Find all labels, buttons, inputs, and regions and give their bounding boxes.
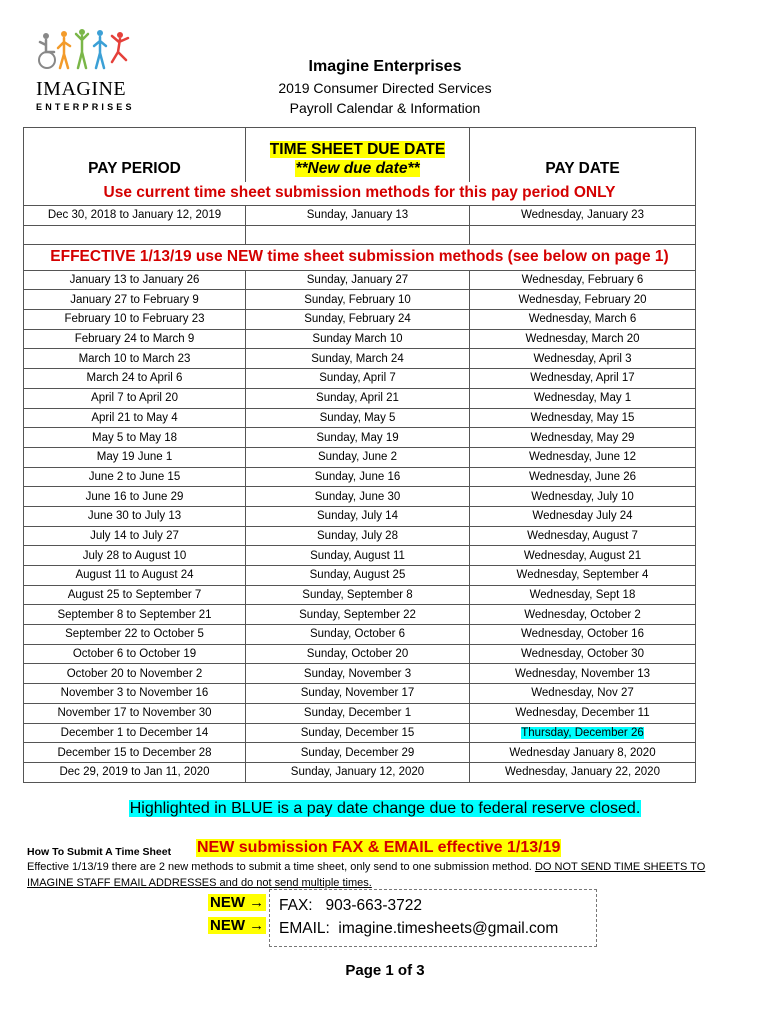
table-row: [24, 684, 696, 704]
pay-date-cell: Wednesday, May 15: [470, 408, 696, 428]
new-label: NEW: [210, 917, 245, 934]
table-row: [24, 566, 696, 586]
pay-period-cell: February 24 to March 9: [24, 329, 246, 349]
header-pay-date: PAY DATE: [470, 128, 696, 182]
pay-period-cell: October 20 to November 2: [24, 664, 246, 684]
due-date-cell: Sunday, June 16: [246, 467, 470, 487]
due-date-cell: Sunday, July 14: [246, 506, 470, 526]
pay-date-cell: Wednesday, November 13: [470, 664, 696, 684]
pay-date-cell: Wednesday, February 20: [470, 290, 696, 310]
pay-period-cell: August 11 to August 24: [24, 566, 246, 586]
pay-date-cell: Wednesday, September 4: [470, 566, 696, 586]
due-date-cell: Sunday, September 8: [246, 585, 470, 605]
pay-date-cell: Wednesday, June 12: [470, 447, 696, 467]
effective-text: Effective 1/13/19 there are 2 new methods to submit a time sheet, only send to one submission method.: [27, 861, 532, 873]
due-date-cell: Sunday, August 25: [246, 566, 470, 586]
table-row: [24, 329, 696, 349]
due-date-cell: Sunday March 10: [246, 329, 470, 349]
do-not-send-text-2: IMAGINE STAFF EMAIL ADDRESSES and do not send multiple times.: [27, 877, 372, 889]
effective-banner: EFFECTIVE 1/13/19 use NEW time sheet submission methods (see below on page 1): [24, 244, 696, 270]
pay-date-cell: Wednesday, August 7: [470, 526, 696, 546]
email-address[interactable]: EMAIL: imagine.timesheets@gmail.com: [279, 920, 559, 937]
due-date-cell: Sunday, July 28: [246, 526, 470, 546]
pay-period-cell: January 13 to January 26: [24, 270, 246, 290]
table-row: [24, 585, 696, 605]
pay-period-cell: December 1 to December 14: [24, 723, 246, 743]
pay-date-cell: Wednesday, April 17: [470, 369, 696, 389]
table-row: [24, 310, 696, 330]
pay-date-cell: Wednesday, Sept 18: [470, 585, 696, 605]
table-row: [24, 743, 696, 763]
pay-date-cell: Wednesday, April 3: [470, 349, 696, 369]
table-row: [24, 762, 696, 782]
pay-period-cell: July 14 to July 27: [24, 526, 246, 546]
table-row: [24, 206, 696, 226]
pay-period-cell: June 2 to June 15: [24, 467, 246, 487]
logo-name: IMAGINE: [36, 78, 127, 100]
pay-period-cell: November 17 to November 30: [24, 703, 246, 723]
table-row: [24, 487, 696, 507]
table-row: [24, 290, 696, 310]
table-row: [24, 703, 696, 723]
due-date-cell: Sunday, December 15: [246, 723, 470, 743]
pay-date-cell: [470, 723, 696, 743]
pay-period-cell: November 3 to November 16: [24, 684, 246, 704]
due-date-cell: Sunday, June 30: [246, 487, 470, 507]
table-row: [24, 270, 696, 290]
due-date-cell: Sunday, April 7: [246, 369, 470, 389]
pay-date-cell: Wednesday, Nov 27: [470, 684, 696, 704]
pay-date-cell: Wednesday, March 20: [470, 329, 696, 349]
pay-period-cell: Dec 29, 2019 to Jan 11, 2020: [24, 762, 246, 782]
blank-cell: [24, 225, 246, 244]
pay-period-cell: March 24 to April 6: [24, 369, 246, 389]
effective-instructions: [27, 861, 747, 873]
do-not-send-text: DO NOT SEND TIME SHEETS TO: [534, 861, 706, 873]
header-pay-period: PAY PERIOD: [24, 128, 246, 182]
due-date-cell: Sunday, June 2: [246, 447, 470, 467]
how-to-submit-label: How To Submit A Time Sheet: [27, 846, 172, 858]
blank-cell: [470, 225, 696, 244]
fax-number[interactable]: FAX: 903-663-3722: [279, 897, 423, 914]
pay-date-cell: Wednesday, August 21: [470, 546, 696, 566]
pay-date-cell: Wednesday, October 2: [470, 605, 696, 625]
page-subtitle: 2019 Consumer Directed Services: [278, 80, 492, 96]
pay-date-cell: Wednesday, October 30: [470, 644, 696, 664]
payroll-calendar-table: [23, 127, 696, 783]
pay-date-cell: Wednesday, February 6: [470, 270, 696, 290]
pay-period-cell: December 15 to December 28: [24, 743, 246, 763]
pay-date-cell: Wednesday, July 10: [470, 487, 696, 507]
blue-highlight-note-text: Highlighted in BLUE is a pay date change due to federal reserve closed.: [129, 800, 641, 817]
blue-highlight-note: [0, 800, 770, 818]
current-methods-banner-row: [24, 182, 696, 206]
pay-period-cell: January 27 to February 9: [24, 290, 246, 310]
pay-period-cell: July 28 to August 10: [24, 546, 246, 566]
table-header-row: [24, 128, 696, 182]
pay-date-cell: Wednesday, June 26: [470, 467, 696, 487]
table-row: [24, 723, 696, 743]
table-row: [24, 369, 696, 389]
header-due-line2: **New due date**: [295, 159, 420, 177]
pay-period-cell: April 21 to May 4: [24, 408, 246, 428]
table-row: [24, 644, 696, 664]
due-date-cell: Sunday, May 5: [246, 408, 470, 428]
pay-date-cell: Wednesday, December 11: [470, 703, 696, 723]
table-row: [24, 546, 696, 566]
table-row: [24, 506, 696, 526]
pay-period-cell: August 25 to September 7: [24, 585, 246, 605]
due-date-cell: Sunday, December 29: [246, 743, 470, 763]
right-arrow-icon: →: [249, 917, 265, 934]
due-date-cell: Sunday, March 24: [246, 349, 470, 369]
pay-period-cell: May 5 to May 18: [24, 428, 246, 448]
pay-period-cell: February 10 to February 23: [24, 310, 246, 330]
due-date-cell: Sunday, October 6: [246, 625, 470, 645]
pay-period-cell: September 8 to September 21: [24, 605, 246, 625]
due-date-cell: Sunday, August 11: [246, 546, 470, 566]
table-row: [24, 447, 696, 467]
right-arrow-icon: →: [249, 894, 265, 911]
pay-period-cell: May 19 June 1: [24, 447, 246, 467]
current-methods-banner: Use current time sheet submission methods for this pay period ONLY: [24, 182, 696, 206]
due-date-cell: Sunday, December 1: [246, 703, 470, 723]
pay-date-cell: Wednesday January 8, 2020: [470, 743, 696, 763]
table-row: [24, 625, 696, 645]
pay-date-cell: Wednesday, January 23: [470, 206, 696, 226]
table-row: [24, 664, 696, 684]
pay-period-cell: June 30 to July 13: [24, 506, 246, 526]
due-date-cell: Sunday, May 19: [246, 428, 470, 448]
pay-period-cell: March 10 to March 23: [24, 349, 246, 369]
page-subtitle-2: Payroll Calendar & Information: [289, 100, 481, 116]
pay-date-cell: Wednesday, October 16: [470, 625, 696, 645]
due-date-cell: Sunday, January 12, 2020: [246, 762, 470, 782]
header-due-line1: TIME SHEET DUE DATE: [269, 140, 446, 158]
new-tag-email: [208, 917, 266, 934]
table-row: [24, 349, 696, 369]
pay-date-cell: Wednesday, May 1: [470, 388, 696, 408]
new-tag-fax: [208, 894, 266, 911]
pay-period-cell: October 6 to October 19: [24, 644, 246, 664]
pay-date-cell: Wednesday, January 22, 2020: [470, 762, 696, 782]
table-row: [24, 467, 696, 487]
page-number: Page 1 of 3: [345, 962, 425, 979]
new-label: NEW: [210, 894, 245, 911]
pay-date-cell: Wednesday, March 6: [470, 310, 696, 330]
table-row: [24, 408, 696, 428]
pay-period-cell: April 7 to April 20: [24, 388, 246, 408]
pay-period-cell: September 22 to October 5: [24, 625, 246, 645]
due-date-cell: Sunday, February 24: [246, 310, 470, 330]
due-date-cell: Sunday, November 3: [246, 664, 470, 684]
due-date-cell: Sunday, January 27: [246, 270, 470, 290]
due-date-cell: Sunday, February 10: [246, 290, 470, 310]
page-title: Imagine Enterprises: [308, 58, 462, 75]
due-date-cell: Sunday, January 13: [246, 206, 470, 226]
pay-date-cell: Wednesday, May 29: [470, 428, 696, 448]
blank-cell: [246, 225, 470, 244]
new-submission-heading: NEW submission FAX & EMAIL effective 1/13/19: [197, 839, 561, 856]
effective-banner-row: [24, 244, 696, 270]
table-row: [24, 526, 696, 546]
due-date-cell: Sunday, April 21: [246, 388, 470, 408]
header-time-sheet-due-date: [246, 128, 470, 182]
highlighted-pay-date: Thursday, December 26: [521, 726, 644, 739]
pay-date-cell: Wednesday July 24: [470, 506, 696, 526]
due-date-cell: Sunday, September 22: [246, 605, 470, 625]
pay-period-cell: Dec 30, 2018 to January 12, 2019: [24, 206, 246, 226]
due-date-cell: Sunday, October 20: [246, 644, 470, 664]
table-row: [24, 605, 696, 625]
due-date-cell: Sunday, November 17: [246, 684, 470, 704]
table-row: [24, 428, 696, 448]
blank-row: [24, 225, 696, 244]
pay-period-cell: June 16 to June 29: [24, 487, 246, 507]
logo-subtitle: ENTERPRISES: [36, 102, 135, 112]
table-row: [24, 388, 696, 408]
